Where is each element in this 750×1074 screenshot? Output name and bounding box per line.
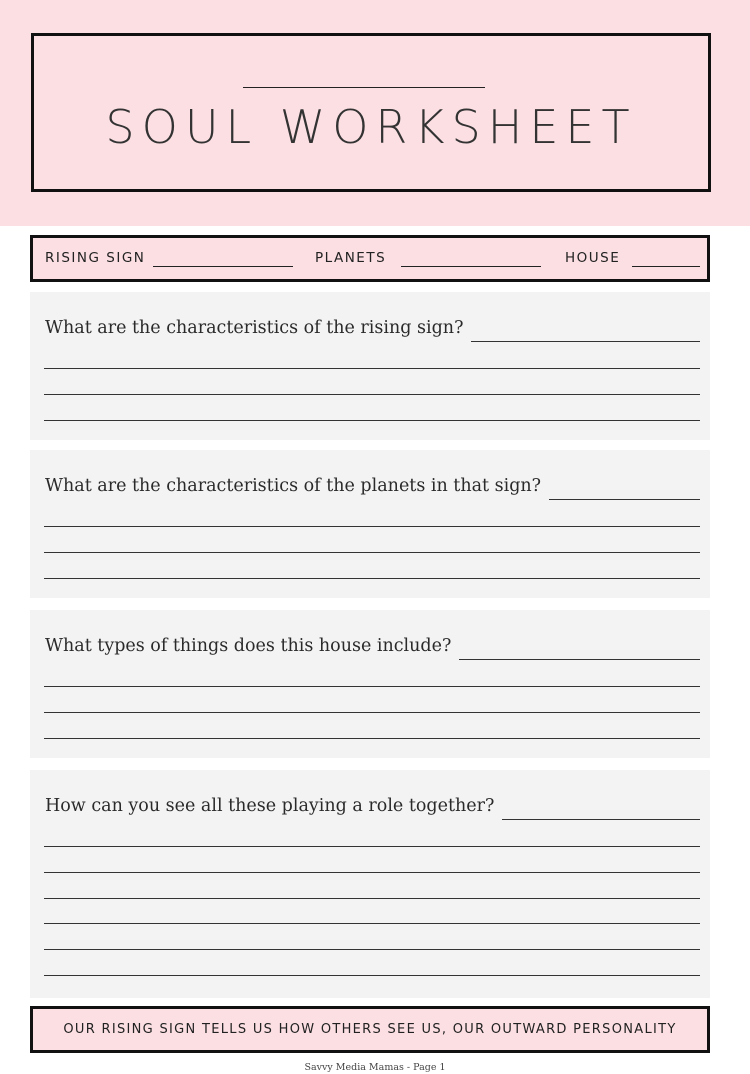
- house-field[interactable]: [632, 266, 700, 267]
- answer-line[interactable]: [44, 368, 700, 369]
- answer-line[interactable]: [44, 923, 700, 924]
- page-title: SOUL WORKSHEET: [105, 100, 637, 154]
- answer-line[interactable]: [502, 819, 700, 820]
- answer-line[interactable]: [44, 949, 700, 950]
- question-panel-planets: [30, 450, 710, 598]
- info-bar: [30, 235, 710, 282]
- answer-line[interactable]: [44, 420, 700, 421]
- answer-line[interactable]: [44, 526, 700, 527]
- question-panel-rising-sign: [30, 292, 710, 440]
- house-label: HOUSE: [565, 250, 621, 266]
- answer-line[interactable]: [44, 975, 700, 976]
- question-text: What are the characteristics of the rising sign?: [45, 318, 464, 338]
- rising-sign-banner: [30, 1006, 710, 1053]
- answer-line[interactable]: [44, 552, 700, 553]
- question-panel-house: [30, 610, 710, 758]
- answer-line[interactable]: [44, 872, 700, 873]
- answer-line[interactable]: [44, 846, 700, 847]
- answer-line[interactable]: [549, 499, 700, 500]
- answer-line[interactable]: [44, 394, 700, 395]
- question-text: What are the characteristics of the planets in that sign?: [45, 476, 542, 496]
- title-frame: [31, 33, 711, 192]
- question-text: How can you see all these playing a role together?: [45, 796, 495, 816]
- rising-sign-field[interactable]: [153, 266, 293, 267]
- answer-line[interactable]: [44, 578, 700, 579]
- question-text: What types of things does this house include?: [45, 636, 452, 656]
- header-band: [0, 0, 750, 226]
- answer-line[interactable]: [44, 738, 700, 739]
- page-footer: Savvy Media Mamas - Page 1: [304, 1062, 446, 1073]
- question-panel-role-together: [30, 770, 710, 998]
- answer-line[interactable]: [44, 898, 700, 899]
- rising-sign-label: RISING SIGN: [45, 250, 146, 266]
- answer-line[interactable]: [44, 686, 700, 687]
- title-decorative-rule: [243, 87, 485, 88]
- planets-field[interactable]: [401, 266, 541, 267]
- answer-line[interactable]: [459, 659, 700, 660]
- planets-label: PLANETS: [315, 250, 387, 266]
- answer-line[interactable]: [44, 712, 700, 713]
- banner-text: OUR RISING SIGN TELLS US HOW OTHERS SEE US, OUR OUTWARD PERSONALITY: [63, 1022, 677, 1037]
- answer-line[interactable]: [471, 341, 700, 342]
